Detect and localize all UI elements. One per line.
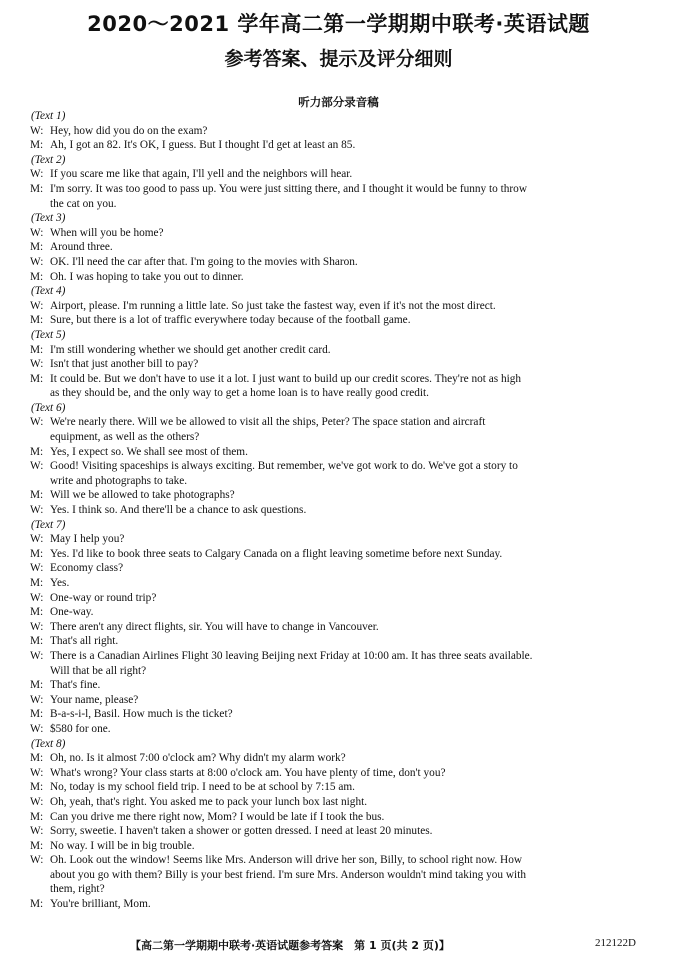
dialogue-line <box>30 197 650 212</box>
dialogue-line <box>30 488 650 503</box>
dialogue-text: Good! Visiting spaceships is always exciting. But remember, we've got work to do. We've got a story to <box>50 460 518 473</box>
speaker-label: W: <box>30 620 44 633</box>
dialogue-line <box>30 634 650 649</box>
dialogue-text: the cat on you. <box>50 197 117 210</box>
speaker-label <box>30 868 50 883</box>
dialogue-text: It could be. But we don't have to use it a lot. I just want to build up our credit scores. They're not as high <box>50 372 522 385</box>
dialogue-line <box>30 459 650 474</box>
speaker-label: M: <box>30 781 44 794</box>
dialogue-text: Your name, please? <box>50 693 139 706</box>
dialogue-line <box>30 868 650 883</box>
speaker-label <box>30 430 50 445</box>
text-label-text: (Text 2) <box>31 153 66 166</box>
dialogue-line <box>30 620 650 635</box>
speaker-label: W: <box>30 591 44 604</box>
speaker-label: M: <box>30 182 44 195</box>
dialogue-text: That's fine. <box>50 679 101 692</box>
speaker-label: M: <box>30 708 44 721</box>
speaker-label: M: <box>30 577 44 589</box>
transcript-body <box>30 109 650 912</box>
dialogue-text: There aren't any direct flights, sir. You will have to change in Vancouver. <box>50 620 379 633</box>
dialogue-text: Sure, but there is a lot of traffic everywhere today because of the football game. <box>50 314 411 327</box>
dialogue-line <box>30 547 650 562</box>
speaker-label: M: <box>30 343 44 356</box>
dialogue-text: Around three. <box>50 241 113 254</box>
dialogue-text: them, right? <box>50 883 105 896</box>
dialogue-line <box>30 415 650 430</box>
speaker-label: W: <box>30 795 44 808</box>
dialogue-text: No, today is my school field trip. I need to be at school by 7:15 am. <box>50 781 355 794</box>
dialogue-text: Oh, no. Is it almost 7:00 o'clock am? Why didn't my alarm work? <box>50 752 346 765</box>
dialogue-line <box>30 240 650 255</box>
speaker-label: W: <box>30 226 44 239</box>
text-label <box>30 153 650 168</box>
footer-page-info: 【高二第一学期期中联考·英语试题参考答案 第 1 页(共 2 页)】 <box>130 939 450 952</box>
speaker-label: M: <box>30 898 44 911</box>
dialogue-line <box>30 853 650 868</box>
speaker-label: W: <box>30 504 44 517</box>
dialogue-line <box>30 226 650 241</box>
dialogue-text: That's all right. <box>50 635 119 648</box>
dialogue-line <box>30 474 650 489</box>
dialogue-line <box>30 678 650 693</box>
dialogue-line <box>30 343 650 358</box>
dialogue-text: Yes. I think so. And there'll be a chance to ask questions. <box>50 504 307 517</box>
speaker-label <box>30 197 50 212</box>
dialogue-line <box>30 780 650 795</box>
dialogue-text: Economy class? <box>50 562 124 575</box>
dialogue-line <box>30 605 650 620</box>
dialogue-text: You're brilliant, Mom. <box>50 898 151 911</box>
dialogue-line <box>30 795 650 810</box>
dialogue-text: Airport, please. I'm running a little late. So just take the fastest way, even if it's not the most direct. <box>50 299 496 312</box>
speaker-label: M: <box>30 547 44 560</box>
text-label <box>30 328 650 343</box>
dialogue-line <box>30 430 650 445</box>
text-label <box>30 401 650 416</box>
speaker-label: W: <box>30 168 44 181</box>
dialogue-line <box>30 722 650 737</box>
speaker-label: W: <box>30 358 44 371</box>
text-label <box>30 737 650 752</box>
speaker-label: M: <box>30 445 44 458</box>
speaker-label: W: <box>30 124 44 137</box>
dialogue-line <box>30 532 650 547</box>
speaker-label: M: <box>30 679 44 692</box>
dialogue-text: equipment, as well as the others? <box>50 431 200 444</box>
speaker-label: W: <box>30 255 44 268</box>
dialogue-text: Yes, I expect so. We shall see most of them. <box>50 445 248 458</box>
dialogue-text: Will that be all right? <box>50 664 147 677</box>
text-label-text: (Text 4) <box>31 285 66 298</box>
text-label-text: (Text 3) <box>31 212 66 225</box>
dialogue-line <box>30 591 650 606</box>
speaker-label <box>30 664 50 679</box>
dialogue-text: Isn't that just another bill to pay? <box>50 358 199 371</box>
speaker-label: M: <box>30 372 44 385</box>
dialogue-text: Hey, how did you do on the exam? <box>50 124 208 137</box>
dialogue-line <box>30 664 650 679</box>
dialogue-line <box>30 766 650 781</box>
speaker-label: W: <box>30 693 44 706</box>
dialogue-line <box>30 138 650 153</box>
dialogue-line <box>30 255 650 270</box>
dialogue-line <box>30 882 650 897</box>
speaker-label: M: <box>30 810 44 823</box>
dialogue-line <box>30 503 650 518</box>
text-label <box>30 518 650 533</box>
dialogue-text: as they should be, and the only way to get a home loan is to have really good credit. <box>50 387 429 400</box>
dialogue-line <box>30 313 650 328</box>
speaker-label: M: <box>30 241 44 254</box>
speaker-label: M: <box>30 314 44 327</box>
speaker-label: W: <box>30 533 44 546</box>
speaker-label <box>30 882 50 897</box>
dialogue-text: Yes. <box>50 577 70 589</box>
dialogue-line <box>30 386 650 401</box>
dialogue-text: If you scare me like that again, I'll yell and the neighbors will hear. <box>50 168 353 181</box>
dialogue-text: I'm still wondering whether we should get another credit card. <box>50 343 331 356</box>
dialogue-line <box>30 897 650 912</box>
speaker-label: M: <box>30 839 44 852</box>
text-label-text: (Text 1) <box>31 110 66 122</box>
dialogue-text: There is a Canadian Airlines Flight 30 leaving Beijing next Friday at 10:00 am. It has three seats available. <box>50 649 533 662</box>
speaker-label: W: <box>30 562 44 575</box>
speaker-label: W: <box>30 825 44 838</box>
dialogue-text: OK. I'll need the car after that. I'm going to the movies with Sharon. <box>50 255 358 268</box>
dialogue-text: What's wrong? Your class starts at 8:00 o'clock am. You have plenty of time, don't you? <box>50 766 446 779</box>
dialogue-line <box>30 124 650 139</box>
section-heading: 听力部分录音稿 <box>298 95 379 109</box>
dialogue-text: Will we be allowed to take photographs? <box>50 489 235 502</box>
dialogue-text: When will you be home? <box>50 226 164 239</box>
dialogue-text: Can you drive me there right now, Mom? I would be late if I took the bus. <box>50 810 385 823</box>
dialogue-text: B-a-s-i-l, Basil. How much is the ticket? <box>50 708 233 721</box>
dialogue-line <box>30 561 650 576</box>
text-label-text: (Text 5) <box>31 328 66 341</box>
speaker-label: W: <box>30 460 44 473</box>
dialogue-text: One-way. <box>50 606 94 619</box>
document-title: 2020～2021 学年高二第一学期期中联考·英语试题 <box>87 12 590 36</box>
dialogue-text: One-way or round trip? <box>50 591 157 604</box>
dialogue-text: about you go with them? Billy is your best friend. I'm sure Mrs. Anderson wouldn't mind taking you with <box>50 868 526 881</box>
dialogue-line <box>30 839 650 854</box>
dialogue-line <box>30 824 650 839</box>
dialogue-line <box>30 167 650 182</box>
dialogue-text: May I help you? <box>50 533 125 546</box>
dialogue-text: Ah, I got an 82. It's OK, I guess. But I thought I'd get at least an 85. <box>50 139 356 152</box>
speaker-label: M: <box>30 270 44 283</box>
dialogue-line <box>30 693 650 708</box>
speaker-label: M: <box>30 606 44 619</box>
dialogue-line <box>30 707 650 722</box>
dialogue-text: $580 for one. <box>50 722 111 735</box>
dialogue-line <box>30 810 650 825</box>
dialogue-line <box>30 182 650 197</box>
speaker-label <box>30 386 50 401</box>
dialogue-line <box>30 357 650 372</box>
speaker-label: M: <box>30 139 44 152</box>
speaker-label: W: <box>30 722 44 735</box>
dialogue-text: No way. I will be in big trouble. <box>50 839 195 852</box>
text-label <box>30 211 650 226</box>
footer-code: 212122D <box>595 937 636 949</box>
dialogue-text: Yes. I'd like to book three seats to Calgary Canada on a flight leaving sometime before next Sunday. <box>50 547 503 560</box>
speaker-label <box>30 474 50 489</box>
speaker-label: W: <box>30 766 44 779</box>
dialogue-line <box>30 372 650 387</box>
dialogue-text: Oh, yeah, that's right. You asked me to pack your lunch box last night. <box>50 795 368 808</box>
speaker-label: W: <box>30 416 44 429</box>
dialogue-text: We're nearly there. Will we be allowed to visit all the ships, Peter? The space station and aircraft <box>50 416 486 429</box>
dialogue-text: Sorry, sweetie. I haven't taken a shower or gotten dressed. I need at least 20 minutes. <box>50 825 433 838</box>
dialogue-text: Oh. Look out the window! Seems like Mrs. Anderson will drive her son, Billy, to school right now. How <box>50 854 523 867</box>
dialogue-text: I'm sorry. It was too good to pass up. You were just sitting there, and I thought it would be funny to throw <box>50 182 527 195</box>
text-label <box>30 109 650 124</box>
speaker-label: W: <box>30 649 44 662</box>
speaker-label: M: <box>30 489 44 502</box>
dialogue-text: Oh. I was hoping to take you out to dinner. <box>50 270 244 283</box>
dialogue-text: write and photographs to take. <box>50 474 188 487</box>
dialogue-line <box>30 299 650 314</box>
speaker-label: M: <box>30 635 44 648</box>
speaker-label: W: <box>30 299 44 312</box>
dialogue-line <box>30 751 650 766</box>
text-label-text: (Text 7) <box>31 518 66 531</box>
text-label <box>30 284 650 299</box>
dialogue-line <box>30 270 650 285</box>
text-label-text: (Text 6) <box>31 401 66 414</box>
speaker-label: M: <box>30 752 44 765</box>
document-subtitle: 参考答案、提示及评分细则 <box>224 48 453 70</box>
speaker-label: W: <box>30 854 44 867</box>
dialogue-line <box>30 649 650 664</box>
dialogue-line <box>30 445 650 460</box>
dialogue-line <box>30 576 650 591</box>
text-label-text: (Text 8) <box>31 737 66 750</box>
